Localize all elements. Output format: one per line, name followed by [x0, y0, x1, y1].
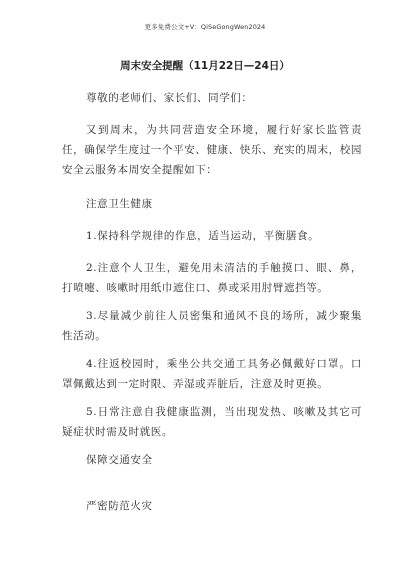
- list-item-2: 2.注意个人卫生，避免用未清洁的手触摸口、眼、鼻，打喷嚏、咳嗽时用纸巾遮住口、鼻或采用肘臂遮挡等。: [62, 262, 362, 294]
- list-item-5: 5.日常注意自我健康监测，当出现发热、咳嗽及其它可疑症状时需及时就医。: [62, 406, 362, 438]
- list-item-3: 3.尽量减少前往人员密集和通风不良的场所，减少聚集性活动。: [62, 310, 362, 342]
- list-item-4: 4.往返校园时，乘坐公共交通工具务必佩戴好口罩。口罩佩戴达到一定时限、弄湿或弄脏后，注意及时更换。: [62, 358, 362, 390]
- greeting: 尊敬的老师们、家长们、同学们：: [86, 92, 253, 104]
- list-item-1: 1.保持科学规律的作息，适当运动，平衡膳食。: [86, 230, 320, 242]
- section-heading-fire: 严密防范火灾: [86, 500, 153, 512]
- section-heading-traffic: 保障交通安全: [86, 454, 153, 466]
- intro-paragraph: 又到周末，为共同营造安全环境，履行好家长监管责任，确保学生度过一个平安、健康、快乐、充实的周末，校园安全云服务本周安全提醒如下：: [62, 124, 362, 176]
- section-heading-health: 注意卫生健康: [86, 198, 153, 210]
- page-title: 周末安全提醒（11月22日—24日）: [120, 60, 290, 72]
- header-note: 更多免费公文+V：QiSeGongWen2024: [144, 23, 266, 31]
